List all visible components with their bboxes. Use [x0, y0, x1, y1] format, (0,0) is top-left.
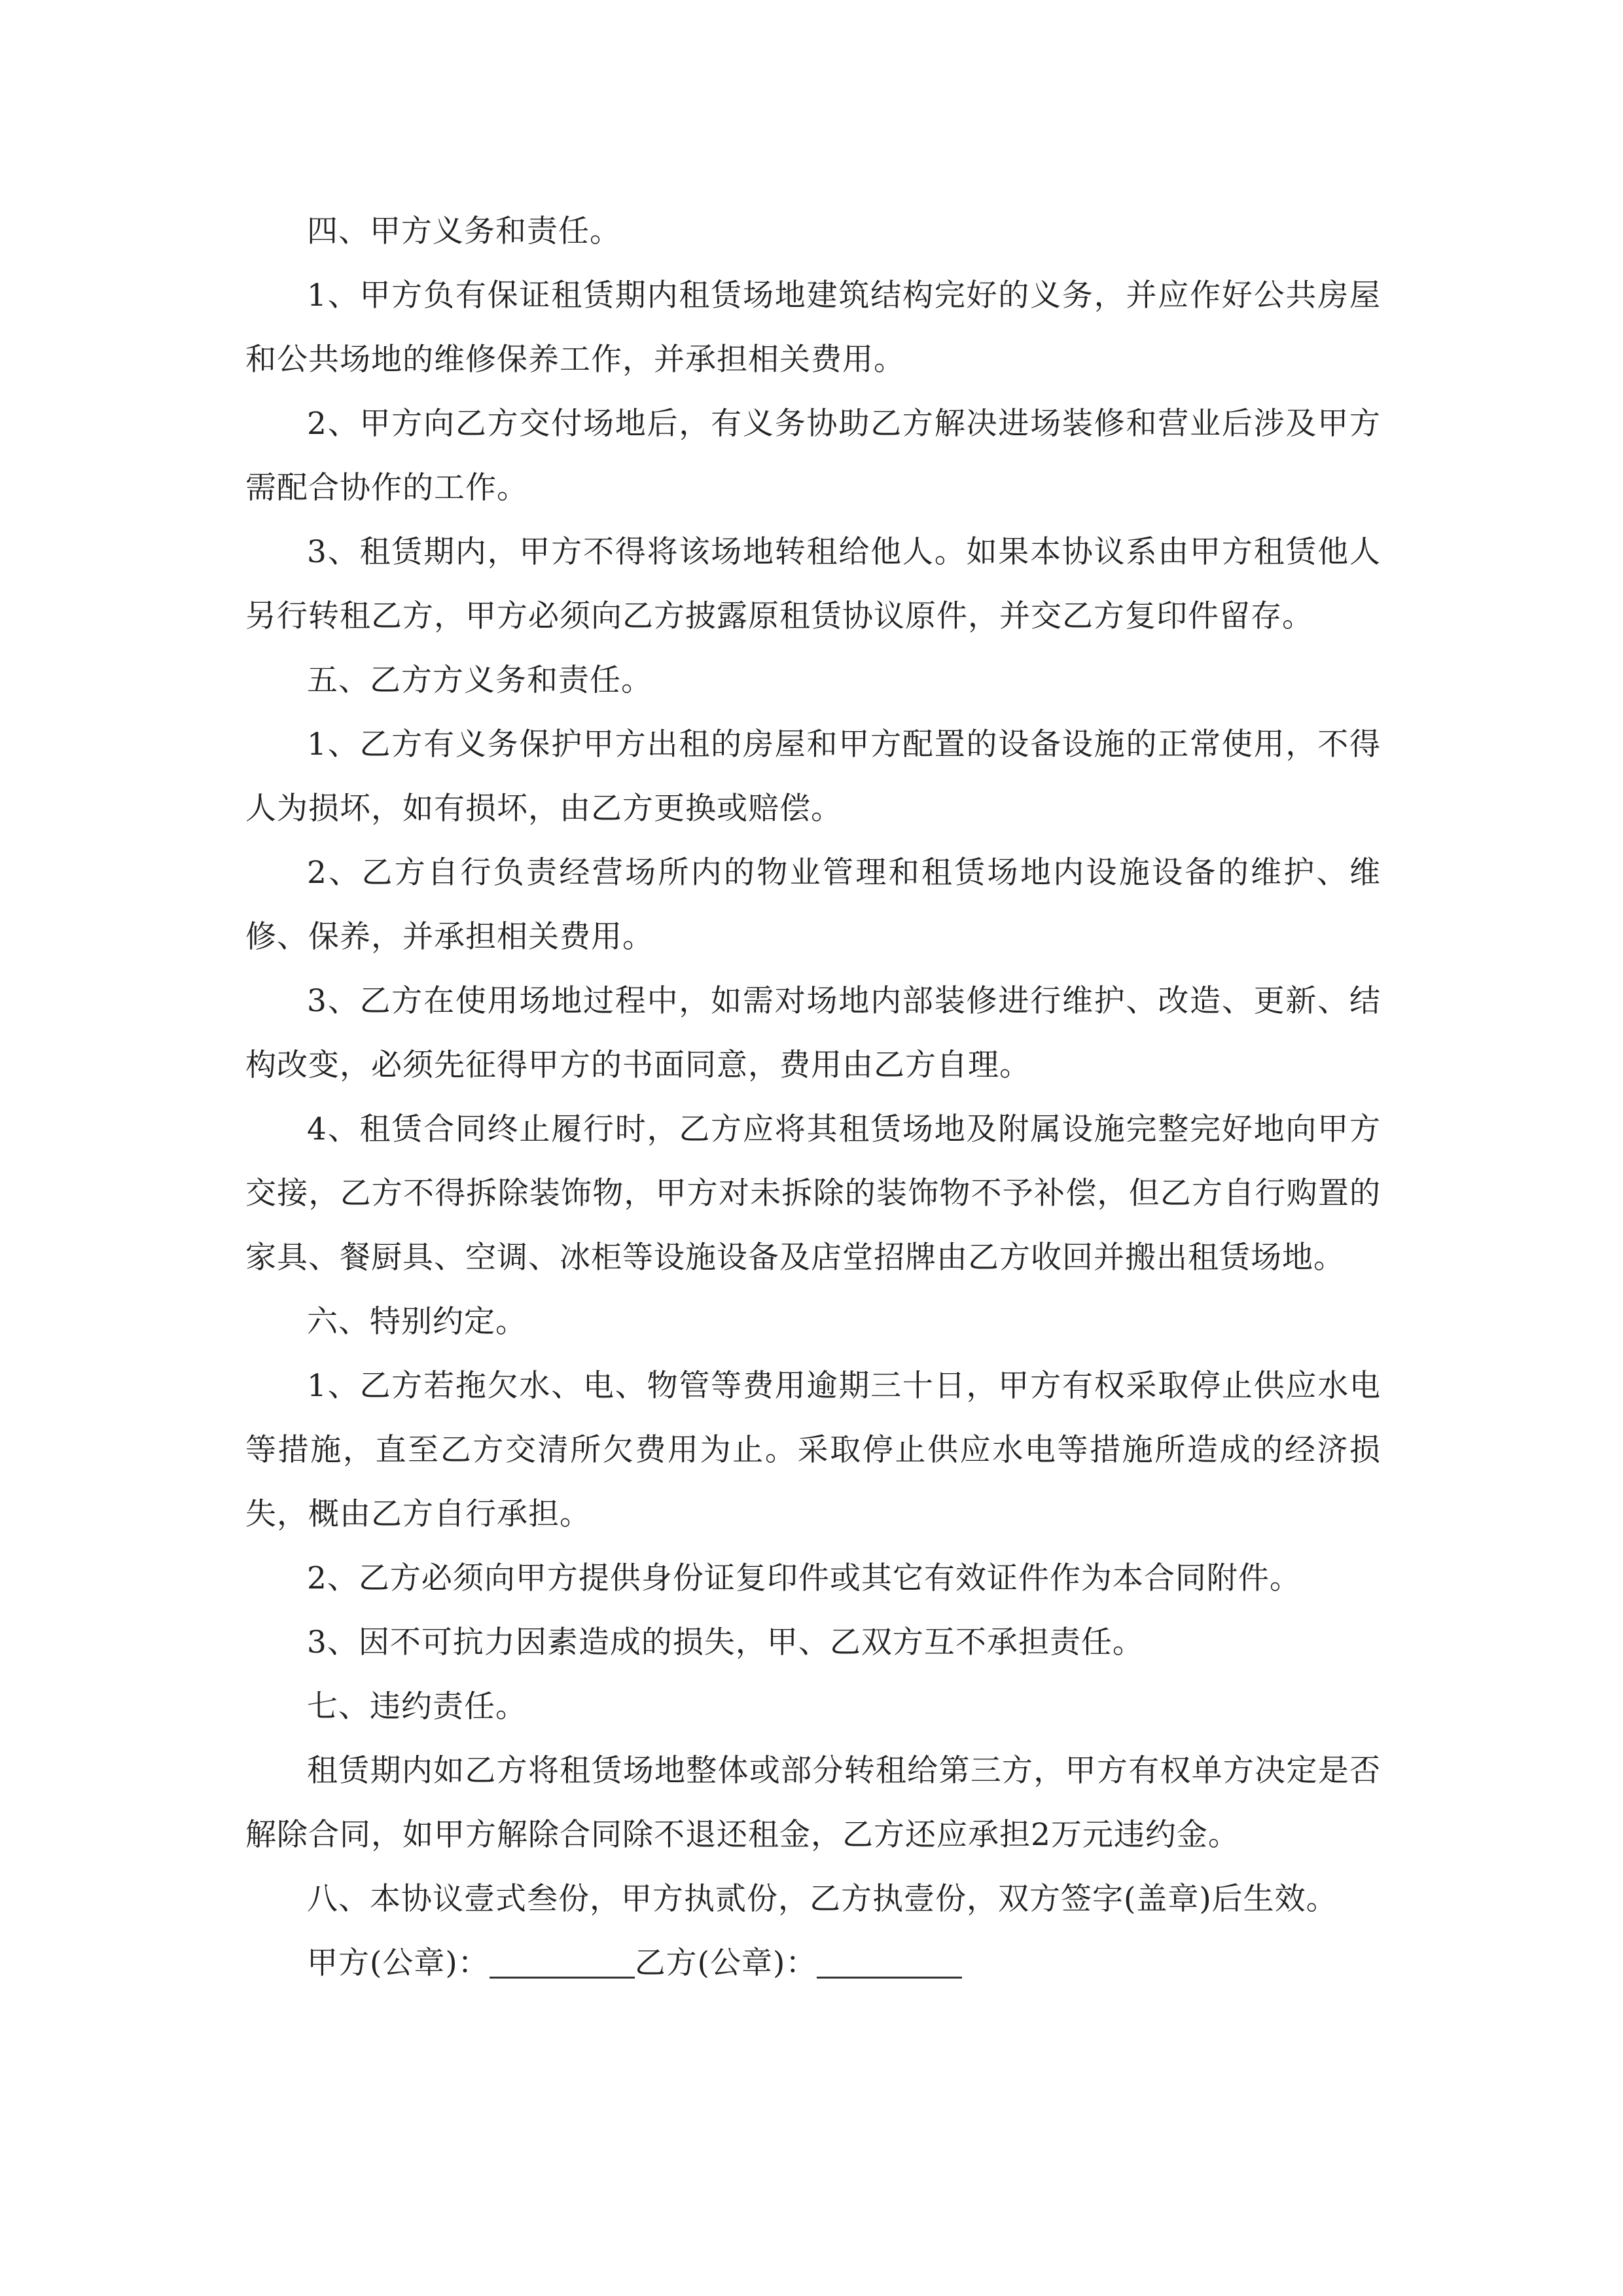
clause-paragraph: 1、甲方负有保证租赁期内租赁场地建筑结构完好的义务，并应作好公共房屋和公共场地的维修保养工作，并承担相关费用。	[245, 278, 1381, 378]
section-heading-party-a-duties: 四、甲方义务和责任。	[307, 213, 621, 249]
clause-paragraph: 1、乙方若拖欠水、电、物管等费用逾期三十日，甲方有权采取停止供应水电等措施，直至乙方交清所欠费用为止。采取停止供应水电等措施所造成的经济损失，概由乙方自行承担。	[245, 1368, 1381, 1532]
section-heading-special-terms: 六、特别约定。	[307, 1304, 527, 1340]
clause-paragraph: 租赁期内如乙方将租赁场地整体或部分转租给第三方，甲方有权单方决定是否解除合同，如甲方解除合同除不退还租金，乙方还应承担2万元违约金。	[245, 1753, 1381, 1853]
section-heading-breach: 七、违约责任。	[307, 1689, 527, 1725]
clause-paragraph: 2、乙方自行负责经营场所内的物业管理和租赁场地内设施设备的维护、维修、保养，并承担相关费用。	[245, 855, 1381, 955]
party-a-seal-label: 甲方(公章)：	[307, 1945, 490, 1981]
section-heading-party-b-duties: 五、乙方方义务和责任。	[307, 662, 652, 698]
party-a-signature-blank[interactable]	[490, 1948, 635, 1979]
clause-paragraph: 4、租赁合同终止履行时，乙方应将其租赁场地及附属设施完整完好地向甲方交接，乙方不得拆除装饰物，甲方对未拆除的装饰物不予补偿，但乙方自行购置的家具、餐厨具、空调、冰柜等设施设备及店堂招牌由乙方收回并搬出租赁场地。	[245, 1111, 1381, 1276]
clause-paragraph: 2、乙方必须向甲方提供身份证复印件或其它有效证件作为本合同附件。	[307, 1560, 1301, 1596]
clause-paragraph: 1、乙方有义务保护甲方出租的房屋和甲方配置的设备设施的正常使用，不得人为损坏，如有损坏，由乙方更换或赔偿。	[245, 726, 1381, 827]
clause-paragraph: 3、因不可抗力因素造成的损失，甲、乙双方互不承担责任。	[307, 1624, 1144, 1660]
clause-paragraph: 2、甲方向乙方交付场地后，有义务协助乙方解决进场装修和营业后涉及甲方需配合协作的工作。	[245, 406, 1381, 506]
clause-paragraph: 3、乙方在使用场地过程中，如需对场地内部装修进行维护、改造、更新、结构改变，必须先征得甲方的书面同意，费用由乙方自理。	[245, 983, 1381, 1083]
party-b-signature-blank[interactable]	[817, 1948, 962, 1979]
section-heading-copies: 八、本协议壹式叁份，甲方执贰份，乙方执壹份，双方签字(盖章)后生效。	[307, 1881, 1338, 1917]
party-b-seal-label: 乙方(公章)：	[634, 1945, 817, 1981]
signature-line	[245, 1931, 1381, 1996]
contract-body	[245, 200, 1381, 1996]
clause-paragraph: 3、租赁期内，甲方不得将该场地转租给他人。如果本协议系由甲方租赁他人另行转租乙方，甲方必须向乙方披露原租赁协议原件，并交乙方复印件留存。	[245, 534, 1381, 634]
